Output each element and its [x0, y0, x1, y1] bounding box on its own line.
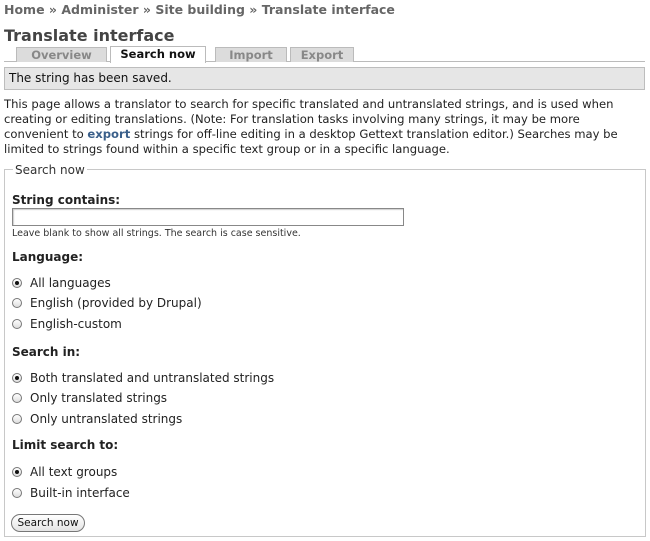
string-contains-hint: Leave blank to show all strings. The search is case sensitive.	[12, 228, 301, 239]
radio-search-untranslated[interactable]	[12, 412, 182, 426]
radio-search-untranslated-label[interactable]: Only untranslated strings	[30, 412, 183, 426]
search-in-label: Search in:	[12, 345, 81, 359]
radio-language-all-label[interactable]: All languages	[30, 276, 111, 290]
radio-search-translated-label[interactable]: Only translated strings	[30, 391, 168, 405]
radio-limit-all-groups-label[interactable]: All text groups	[30, 465, 118, 479]
breadcrumb	[4, 2, 395, 17]
breadcrumb-separator: »	[142, 2, 151, 17]
radio-language-english-drupal-label[interactable]: English (provided by Drupal)	[30, 296, 202, 310]
breadcrumb-home[interactable]: Home	[4, 2, 45, 17]
radio-unselected-icon[interactable]	[12, 298, 22, 308]
help-text	[4, 97, 645, 157]
radio-selected-icon[interactable]	[12, 373, 22, 383]
radio-language-all[interactable]	[12, 276, 111, 290]
string-contains-label: String contains:	[12, 193, 121, 207]
radio-limit-builtin[interactable]	[12, 486, 130, 500]
help-text-part2: strings for off-line editing in a desktop Gettext translation editor.) Searches may be limited to strings found within a specific text group or in a specific language.	[4, 127, 618, 156]
help-text-part1: This page allows a translator to search for specific translated and untranslated strings, and is used when creating or editing translations. (Note: For translation tasks involving many strings, it may be more convenient to	[4, 97, 614, 141]
fieldset-legend: Search now	[15, 163, 85, 177]
breadcrumb-separator: »	[48, 2, 57, 17]
radio-unselected-icon[interactable]	[12, 414, 22, 424]
page-title: Translate interface	[4, 26, 175, 45]
radio-search-translated[interactable]	[12, 391, 167, 405]
tab-import[interactable]: Import	[215, 47, 287, 62]
status-message: The string has been saved.	[4, 67, 645, 90]
radio-language-english-drupal[interactable]	[12, 296, 202, 310]
radio-unselected-icon[interactable]	[12, 488, 22, 498]
breadcrumb-site-building[interactable]: Site building	[155, 2, 245, 17]
radio-limit-all-groups[interactable]	[12, 465, 117, 479]
breadcrumb-separator: »	[249, 2, 258, 17]
radio-unselected-icon[interactable]	[12, 393, 22, 403]
radio-limit-builtin-label[interactable]: Built-in interface	[30, 486, 130, 500]
string-contains-input[interactable]	[12, 208, 404, 226]
radio-language-english-custom[interactable]	[12, 317, 122, 331]
radio-search-both-label[interactable]: Both translated and untranslated strings	[30, 371, 275, 385]
breadcrumb-administer[interactable]: Administer	[61, 2, 139, 17]
tab-search-now[interactable]: Search now	[110, 46, 206, 63]
tab-export[interactable]: Export	[290, 47, 354, 62]
radio-selected-icon[interactable]	[12, 467, 22, 477]
search-now-button[interactable]: Search now	[11, 514, 85, 532]
radio-selected-icon[interactable]	[12, 278, 22, 288]
radio-search-both[interactable]	[12, 371, 274, 385]
search-fieldset	[4, 163, 646, 537]
radio-language-english-custom-label[interactable]: English-custom	[30, 317, 122, 331]
export-link[interactable]: export	[87, 127, 131, 141]
language-label: Language:	[12, 250, 84, 264]
radio-unselected-icon[interactable]	[12, 319, 22, 329]
tab-overview[interactable]: Overview	[16, 47, 107, 62]
limit-search-label: Limit search to:	[12, 438, 119, 452]
breadcrumb-translate-interface[interactable]: Translate interface	[261, 2, 395, 17]
tab-bar	[4, 46, 645, 62]
